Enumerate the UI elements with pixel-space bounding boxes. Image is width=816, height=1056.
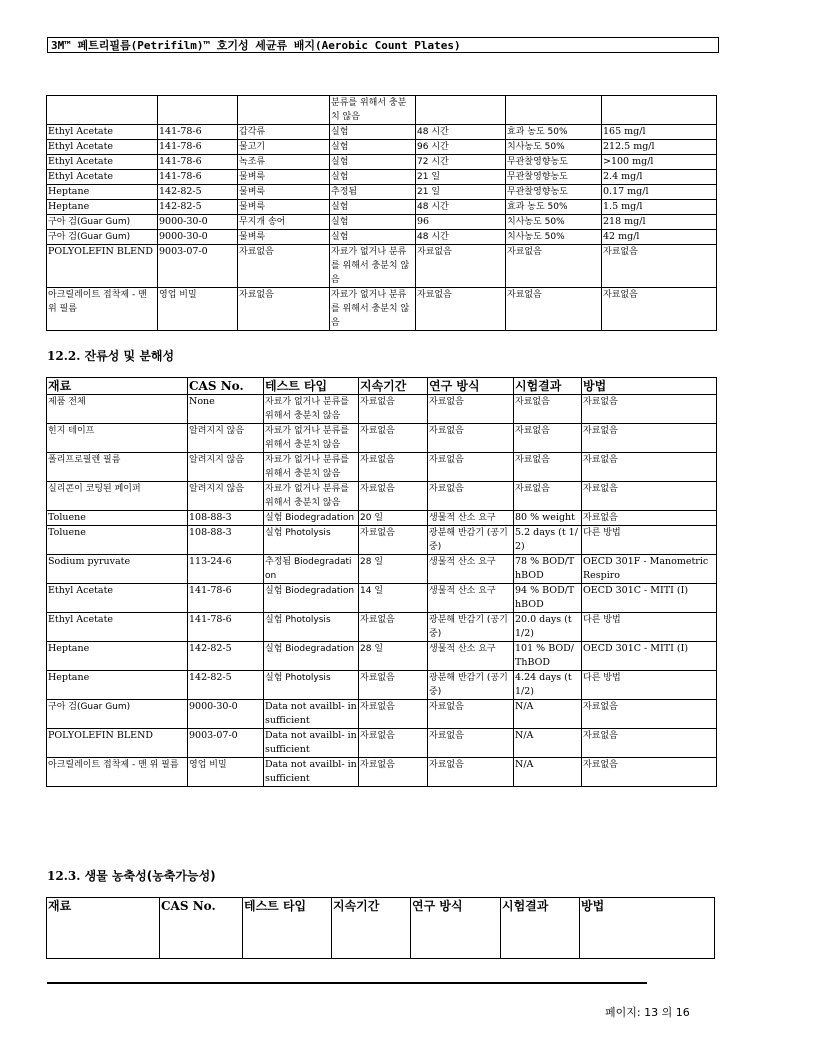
table-cell: 힌지 테이프 — [47, 424, 188, 453]
table-row — [47, 758, 717, 787]
table-cell: 자료없음 — [582, 758, 717, 787]
table-row — [47, 230, 717, 245]
table-cell: 물벼룩 — [238, 185, 330, 200]
table-cell: 녹조류 — [238, 155, 330, 170]
table-cell: 141-78-6 — [188, 613, 264, 642]
table-cell: 142-82-5 — [188, 671, 264, 700]
table-cell: 자료없음 — [359, 613, 428, 642]
col-header-test-type: 테스트 타입 — [264, 378, 359, 395]
table-cell: 광분해 반감기 (공기중) — [428, 526, 514, 555]
table-cell — [47, 96, 158, 125]
table-cell: 자료없음 — [514, 453, 582, 482]
table-row — [47, 700, 717, 729]
table-cell: 광분해 반감기 (공기중) — [428, 613, 514, 642]
table-row — [47, 170, 717, 185]
table-row — [47, 526, 717, 555]
table-cell: 20 일 — [359, 511, 428, 526]
table-cell: 무관찰영향농도 — [506, 185, 602, 200]
col-header-study-type: 연구 방식 — [428, 378, 514, 395]
footer-divider — [47, 982, 647, 984]
table-cell: 자료없음 — [582, 453, 717, 482]
table-cell: 다른 방법 — [582, 613, 717, 642]
table-cell: Sodium pyruvate — [47, 555, 188, 584]
table-cell: 1.5 mg/l — [602, 200, 717, 215]
table-cell: 165 mg/l — [602, 125, 717, 140]
table-cell: POLYOLEFIN BLEND — [47, 729, 188, 758]
table-cell: 자료없음 — [359, 671, 428, 700]
table-cell: 실험 — [330, 230, 416, 245]
table-cell: 무관찰영향농도 — [506, 170, 602, 185]
table-cell: 생물적 산소 요구 — [428, 584, 514, 613]
table-cell: 실험 Biodegradation — [264, 511, 359, 526]
table-cell: 자료없음 — [359, 395, 428, 424]
table-cell: 구아 검(Guar Gum) — [47, 230, 158, 245]
table-cell: 141-78-6 — [158, 155, 238, 170]
table-cell: 자료없음 — [514, 395, 582, 424]
table-cell: 영업 비밀 — [188, 758, 264, 787]
table-cell: 자료없음 — [582, 424, 717, 453]
table-cell: 물벼룩 — [238, 230, 330, 245]
table-cell: 자료없음 — [582, 482, 717, 511]
table-cell: 물벼룩 — [238, 170, 330, 185]
table-cell: 구아 검(Guar Gum) — [47, 215, 158, 230]
table-cell: 알려지지 않음 — [188, 453, 264, 482]
table-row — [47, 125, 717, 140]
table-cell: 141-78-6 — [158, 125, 238, 140]
table-cell: 실험 Biodegradation — [264, 642, 359, 671]
table-cell: 자료없음 — [359, 453, 428, 482]
table-cell: Heptane — [47, 671, 188, 700]
table-cell: 142-82-5 — [158, 185, 238, 200]
col-header-duration: 지속기간 — [359, 378, 428, 395]
table-cell: 실험 Photolysis — [264, 526, 359, 555]
table-cell: 생물적 산소 요구 — [428, 642, 514, 671]
table-cell: 48 시간 — [416, 200, 506, 215]
table-cell: 9003-07-0 — [188, 729, 264, 758]
col-header-duration: 지속기간 — [332, 898, 411, 959]
table-cell: 치사농도 50% — [506, 140, 602, 155]
persistence-degradability-table — [46, 377, 717, 787]
table-cell: 0.17 mg/l — [602, 185, 717, 200]
table-cell: Heptane — [47, 642, 188, 671]
table-cell: 물고기 — [238, 140, 330, 155]
table-cell: 알려지지 않음 — [188, 482, 264, 511]
table-cell: 자료없음 — [416, 288, 506, 331]
table-row — [47, 642, 717, 671]
table-cell: OECD 301C - MITI (I) — [582, 584, 717, 613]
table-row — [47, 155, 717, 170]
col-header-test-type: 테스트 타입 — [243, 898, 332, 959]
table-cell: 자료가 없거나 분류를 위해서 충분치 않음 — [264, 453, 359, 482]
table-row — [47, 555, 717, 584]
table-cell: 9000-30-0 — [158, 215, 238, 230]
table-cell: 108-88-3 — [188, 511, 264, 526]
table-cell: 자료없음 — [582, 729, 717, 758]
table-cell: 42 mg/l — [602, 230, 717, 245]
table-cell: Ethyl Acetate — [47, 170, 158, 185]
table-cell: 자료없음 — [602, 288, 717, 331]
col-header-material: 재료 — [47, 898, 160, 959]
bioaccumulation-table — [46, 897, 715, 959]
table-cell — [602, 96, 717, 125]
table-cell: 치사농도 50% — [506, 215, 602, 230]
table-cell: 자료가 없거나 분류를 위해서 충분치 않음 — [264, 424, 359, 453]
table-cell: 실험 Biodegradation — [264, 584, 359, 613]
table-cell: Toluene — [47, 511, 188, 526]
table-cell: 자료없음 — [359, 729, 428, 758]
table-cell: 다른 방법 — [582, 526, 717, 555]
table-cell: 자료없음 — [582, 395, 717, 424]
table-cell: OECD 301C - MITI (I) — [582, 642, 717, 671]
table-cell: Data not availbl- insufficient — [264, 758, 359, 787]
table-row — [47, 215, 717, 230]
table-cell: 아크릴레이트 접착제 - 맨 위 필름 — [47, 758, 188, 787]
table-row — [47, 729, 717, 758]
table-cell: 80 % weight — [514, 511, 582, 526]
table-cell: 142-82-5 — [158, 200, 238, 215]
table-cell: 치사농도 50% — [506, 230, 602, 245]
table-cell: 자료없음 — [359, 424, 428, 453]
table-cell: 94 % BOD/ThBOD — [514, 584, 582, 613]
table-cell: POLYOLEFIN BLEND — [47, 245, 158, 288]
table-cell: 141-78-6 — [158, 170, 238, 185]
table-cell: 생물적 산소 요구 — [428, 511, 514, 526]
table-cell: 실험 — [330, 215, 416, 230]
table-cell: 자료없음 — [506, 288, 602, 331]
table-cell: 다른 방법 — [582, 671, 717, 700]
table-cell: 아크릴레이트 접착제 - 맨 위 필름 — [47, 288, 158, 331]
table-cell: 자료없음 — [428, 729, 514, 758]
table-row — [47, 96, 717, 125]
table-cell — [238, 96, 330, 125]
table-cell: 자료없음 — [582, 700, 717, 729]
table-cell: OECD 301F - Manometric Respiro — [582, 555, 717, 584]
table-row — [47, 200, 717, 215]
table-cell: 5.2 days (t 1/2) — [514, 526, 582, 555]
table-cell: 141-78-6 — [158, 140, 238, 155]
table-cell: 78 % BOD/ThBOD — [514, 555, 582, 584]
table-cell: 영업 비밀 — [158, 288, 238, 331]
table-cell: 자료없음 — [428, 453, 514, 482]
table-cell: Heptane — [47, 185, 158, 200]
table-cell: 분류를 위해서 충분치 않음 — [330, 96, 416, 125]
table-cell: 자료없음 — [506, 245, 602, 288]
section-12-2-heading: 12.2. 잔류성 및 분해성 — [47, 349, 175, 363]
table-cell: 자료없음 — [582, 511, 717, 526]
table-cell: 생물적 산소 요구 — [428, 555, 514, 584]
table-cell: 구아 검(Guar Gum) — [47, 700, 188, 729]
table-cell: Toluene — [47, 526, 188, 555]
table-cell: 자료없음 — [359, 700, 428, 729]
table-cell: 실험 — [330, 140, 416, 155]
col-header-result: 시험결과 — [501, 898, 580, 959]
table-cell: 자료가 없거나 분류를 위해서 충분치 않음 — [264, 482, 359, 511]
table-cell: 실험 Photolysis — [264, 671, 359, 700]
table-cell: 28 일 — [359, 555, 428, 584]
table-cell: Data not availbl- insufficient — [264, 729, 359, 758]
table-row — [47, 584, 717, 613]
col-header-study-type: 연구 방식 — [411, 898, 501, 959]
table-cell: 물벼룩 — [238, 200, 330, 215]
table-row — [47, 671, 717, 700]
table-cell: 9000-30-0 — [188, 700, 264, 729]
table-cell: 추정됨 Biodegradation — [264, 555, 359, 584]
col-header-material: 재료 — [47, 378, 188, 395]
table-cell: 효과 농도 50% — [506, 200, 602, 215]
table-row — [47, 245, 717, 288]
table-cell: 9000-30-0 — [158, 230, 238, 245]
table-cell: 자료없음 — [416, 245, 506, 288]
table-cell: 48 시간 — [416, 230, 506, 245]
table-cell — [158, 96, 238, 125]
table-cell: 실험 Photolysis — [264, 613, 359, 642]
table-cell: 142-82-5 — [188, 642, 264, 671]
table-cell: 실험 — [330, 125, 416, 140]
table-row — [47, 288, 717, 331]
col-header-method: 방법 — [582, 378, 717, 395]
table-cell: Ethyl Acetate — [47, 584, 188, 613]
col-header-cas: CAS No. — [160, 898, 243, 959]
table-cell: 자료없음 — [428, 395, 514, 424]
table-cell: 101 % BOD/ThBOD — [514, 642, 582, 671]
table-cell: Ethyl Acetate — [47, 125, 158, 140]
table-cell: 알려지지 않음 — [188, 424, 264, 453]
table-row — [47, 482, 717, 511]
table-cell: 21 일 — [416, 185, 506, 200]
table-cell: 72 시간 — [416, 155, 506, 170]
col-header-method: 방법 — [580, 898, 715, 959]
table-cell: 자료가 없거나 분류를 위해서 충분치 않음 — [330, 288, 416, 331]
table-cell: 제품 전체 — [47, 395, 188, 424]
table-cell: 무관찰영향농도 — [506, 155, 602, 170]
table-cell: 실험 — [330, 155, 416, 170]
table-cell: 실험 — [330, 170, 416, 185]
table-cell: 자료없음 — [514, 482, 582, 511]
table-cell: Data not availbl- insufficient — [264, 700, 359, 729]
table-cell: 자료없음 — [514, 424, 582, 453]
col-header-result: 시험결과 — [514, 378, 582, 395]
table-cell: 14 일 — [359, 584, 428, 613]
col-header-cas: CAS No. — [188, 378, 264, 395]
table-cell: N/A — [514, 758, 582, 787]
table-cell: 추정됨 — [330, 185, 416, 200]
table-cell: 9003-07-0 — [158, 245, 238, 288]
table-cell: 4.24 days (t 1/2) — [514, 671, 582, 700]
table-cell: 자료없음 — [428, 482, 514, 511]
table-cell: N/A — [514, 700, 582, 729]
document-header: 3M™ 페트리필름(Petrifilm)™ 호기성 세균류 배지(Aerobic Count Plates) — [47, 37, 719, 53]
table-cell: 자료없음 — [428, 424, 514, 453]
table-cell: Ethyl Acetate — [47, 155, 158, 170]
table-cell: 광분해 반감기 (공기중) — [428, 671, 514, 700]
table-cell: 2.4 mg/l — [602, 170, 717, 185]
table-cell: 폴리프로필렌 필름 — [47, 453, 188, 482]
table-cell: 자료가 없거나 분류를 위해서 충분치 않음 — [264, 395, 359, 424]
table-cell: 자료없음 — [359, 482, 428, 511]
table-row — [47, 613, 717, 642]
table-cell: 96 — [416, 215, 506, 230]
table-cell: 자료없음 — [428, 700, 514, 729]
table-cell: 21 일 — [416, 170, 506, 185]
table-cell: 실리콘이 코팅된 페이퍼 — [47, 482, 188, 511]
table-cell: 141-78-6 — [188, 584, 264, 613]
table-cell: Ethyl Acetate — [47, 140, 158, 155]
table-cell: 자료가 없거나 분류를 위해서 충분치 않음 — [330, 245, 416, 288]
table-row — [47, 453, 717, 482]
table-cell: 96 시간 — [416, 140, 506, 155]
table-cell: 실험 — [330, 200, 416, 215]
table-cell: 108-88-3 — [188, 526, 264, 555]
table-cell — [506, 96, 602, 125]
table-cell: 자료없음 — [238, 288, 330, 331]
ecotoxicity-table — [46, 95, 717, 331]
table-cell: 갑각류 — [238, 125, 330, 140]
table-cell: >100 mg/l — [602, 155, 717, 170]
table-cell: Heptane — [47, 200, 158, 215]
table-row — [47, 395, 717, 424]
table-row — [47, 185, 717, 200]
table-row — [47, 140, 717, 155]
table-cell: None — [188, 395, 264, 424]
table-cell: 자료없음 — [359, 526, 428, 555]
table-cell: 자료없음 — [238, 245, 330, 288]
table-row — [47, 511, 717, 526]
table-cell: 28 일 — [359, 642, 428, 671]
section-12-3-heading: 12.3. 생물 농축성(농축가능성) — [47, 869, 216, 883]
table-cell: 48 시간 — [416, 125, 506, 140]
table-cell: 자료없음 — [602, 245, 717, 288]
page-number: 페이지: 13 의 16 — [605, 1006, 690, 1019]
table-cell — [416, 96, 506, 125]
table-cell: Ethyl Acetate — [47, 613, 188, 642]
table-cell: 20.0 days (t 1/2) — [514, 613, 582, 642]
table-cell: 효과 농도 50% — [506, 125, 602, 140]
table-cell: 자료없음 — [359, 758, 428, 787]
table-cell: 212.5 mg/l — [602, 140, 717, 155]
table-cell: 218 mg/l — [602, 215, 717, 230]
table-cell: N/A — [514, 729, 582, 758]
table-row — [47, 424, 717, 453]
table-cell: 113-24-6 — [188, 555, 264, 584]
table-cell: 자료없음 — [428, 758, 514, 787]
table-cell: 무지개 송어 — [238, 215, 330, 230]
